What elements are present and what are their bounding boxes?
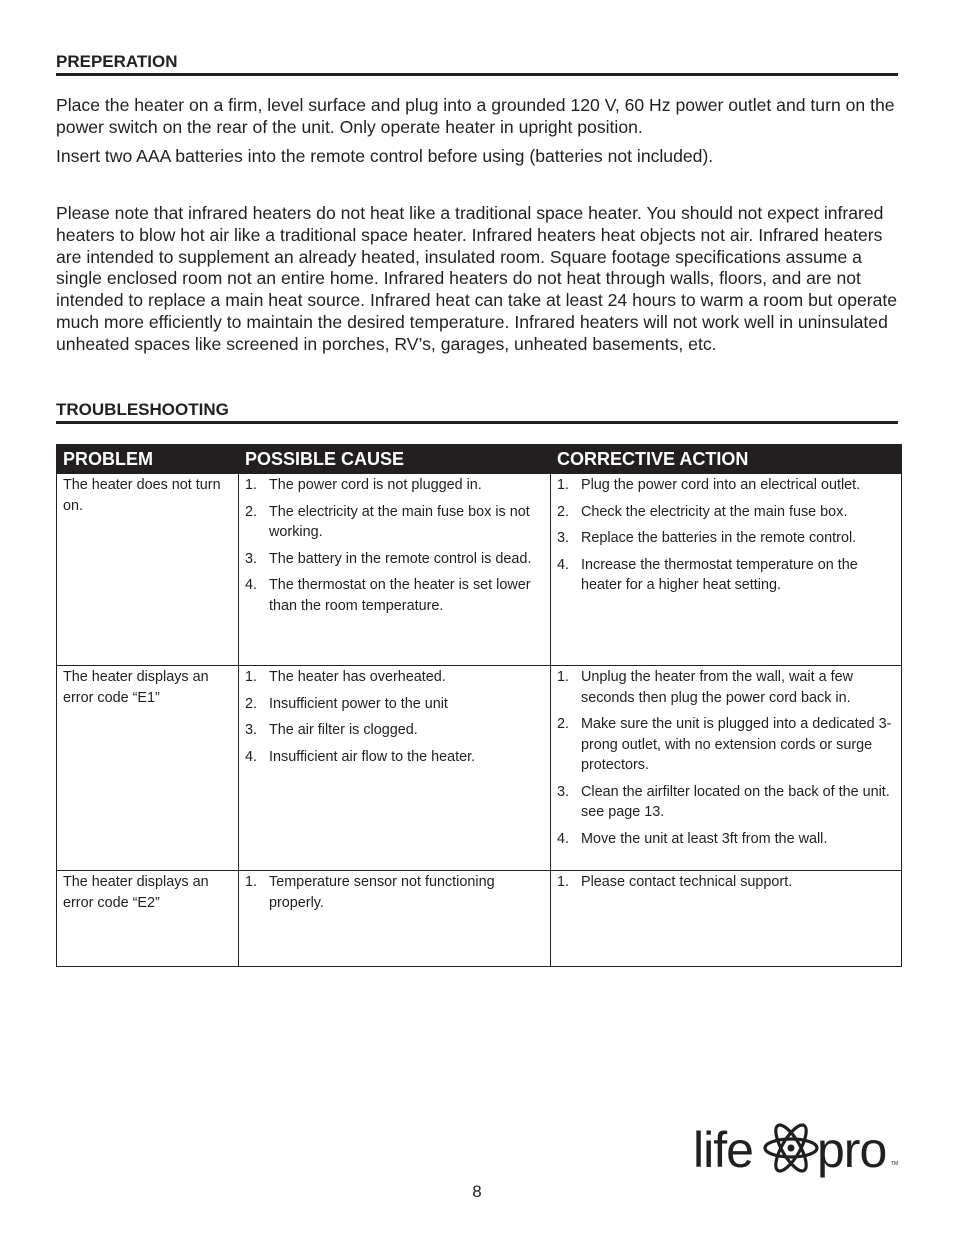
table-row [57, 666, 902, 871]
table-header-row [57, 445, 902, 474]
problem-cell: The heater displays an error code “E2” [57, 871, 239, 967]
list-item: 3. The air filter is clogged. [245, 722, 418, 738]
actions-list [557, 667, 895, 849]
list-item: 3. The battery in the remote control is dead. [245, 550, 532, 567]
atom-icon [765, 1121, 817, 1175]
list-item: 1. Plug the power cord into an electrical outlet. [557, 477, 861, 493]
actions-cell [551, 871, 902, 967]
lifepro-logo [693, 1117, 903, 1179]
list-item: 4. The thermostat on the heater is set lower than the room temperature. [245, 577, 531, 614]
list-item: 1. Temperature sensor not functioning properly. [245, 874, 495, 911]
list-item: 2. Insufficient power to the unit [245, 695, 448, 712]
preparation-paragraph-1: Place the heater on a firm, level surface and plug into a grounded 120 V, 60 Hz power outlet and turn on the power switch on the rear of the unit. Only operate heater in upright position. [56, 95, 895, 137]
list-item: 1. The heater has overheated. [245, 669, 446, 685]
causes-cell [239, 666, 551, 871]
list-item: 4. Increase the thermostat temperature on the heater for a higher heat setting. [557, 556, 858, 593]
infrared-note-paragraph: Please note that infrared heaters do not heat like a traditional space heater. You should not expect infrared heaters to blow hot air like a traditional space heater. Infrared heaters heat objects not air. Infrared heaters are intended to supplement an already heated, insulated room. Square footage specifications assume a single enclosed room not an entire home. Infrared heaters do not heat through walls, floors, and are not intended to replace a main heat source. Infrared heat can take at least 24 hours to warm a room but operate much more efficiently to maintain the desired temperature. Infrared heaters will not work well in uninsulated unheated spaces like screened in porches, RV’s, garages, unheated basements, etc. [56, 203, 898, 354]
problem-cell: The heater displays an error code “E1” [57, 666, 239, 871]
logo-trademark: TM [891, 1161, 899, 1167]
causes-cell [239, 871, 551, 967]
actions-list [557, 872, 895, 893]
causes-cell [239, 474, 551, 666]
logo-text-pro: pro [817, 1122, 887, 1178]
preparation-paragraph-2: Insert two AAA batteries into the remote control before using (batteries not included). [56, 146, 714, 166]
troubleshooting-table [56, 444, 902, 967]
preparation-heading: PREPERATION [56, 52, 898, 76]
list-item: 3. Replace the batteries in the remote control. [557, 530, 857, 546]
list-item: 2. The electricity at the main fuse box is not working. [245, 503, 530, 540]
list-item: 4. Insufficient air flow to the heater. [245, 748, 476, 765]
header-possible-cause: POSSIBLE CAUSE [239, 445, 551, 474]
list-item: 4. Move the unit at least 3ft from the wall. [557, 830, 828, 847]
problem-cell: The heater does not turn on. [57, 474, 239, 666]
causes-list [245, 475, 544, 616]
page-number: 8 [472, 1182, 482, 1201]
list-item: 3. Clean the airfilter located on the back of the unit. see page 13. [557, 783, 890, 820]
actions-cell [551, 666, 902, 871]
causes-list [245, 667, 544, 767]
causes-list [245, 872, 544, 913]
list-item: 2. Check the electricity at the main fuse box. [557, 503, 848, 520]
list-item: 2. Make sure the unit is plugged into a dedicated 3-prong outlet, with no extension cords or surge protectors. [557, 716, 892, 773]
troubleshooting-heading: TROUBLESHOOTING [56, 400, 898, 424]
header-corrective-action: CORRECTIVE ACTION [551, 445, 902, 474]
actions-list [557, 475, 895, 596]
list-item: 1. The power cord is not plugged in. [245, 477, 482, 493]
list-item: 1. Unplug the heater from the wall, wait a few seconds then plug the power cord back in. [557, 669, 853, 706]
actions-cell [551, 474, 902, 666]
list-item: 1. Please contact technical support. [557, 874, 793, 890]
header-problem: PROBLEM [57, 445, 239, 474]
logo-text-life: life [693, 1122, 753, 1178]
table-row [57, 474, 902, 666]
table-row [57, 871, 902, 967]
